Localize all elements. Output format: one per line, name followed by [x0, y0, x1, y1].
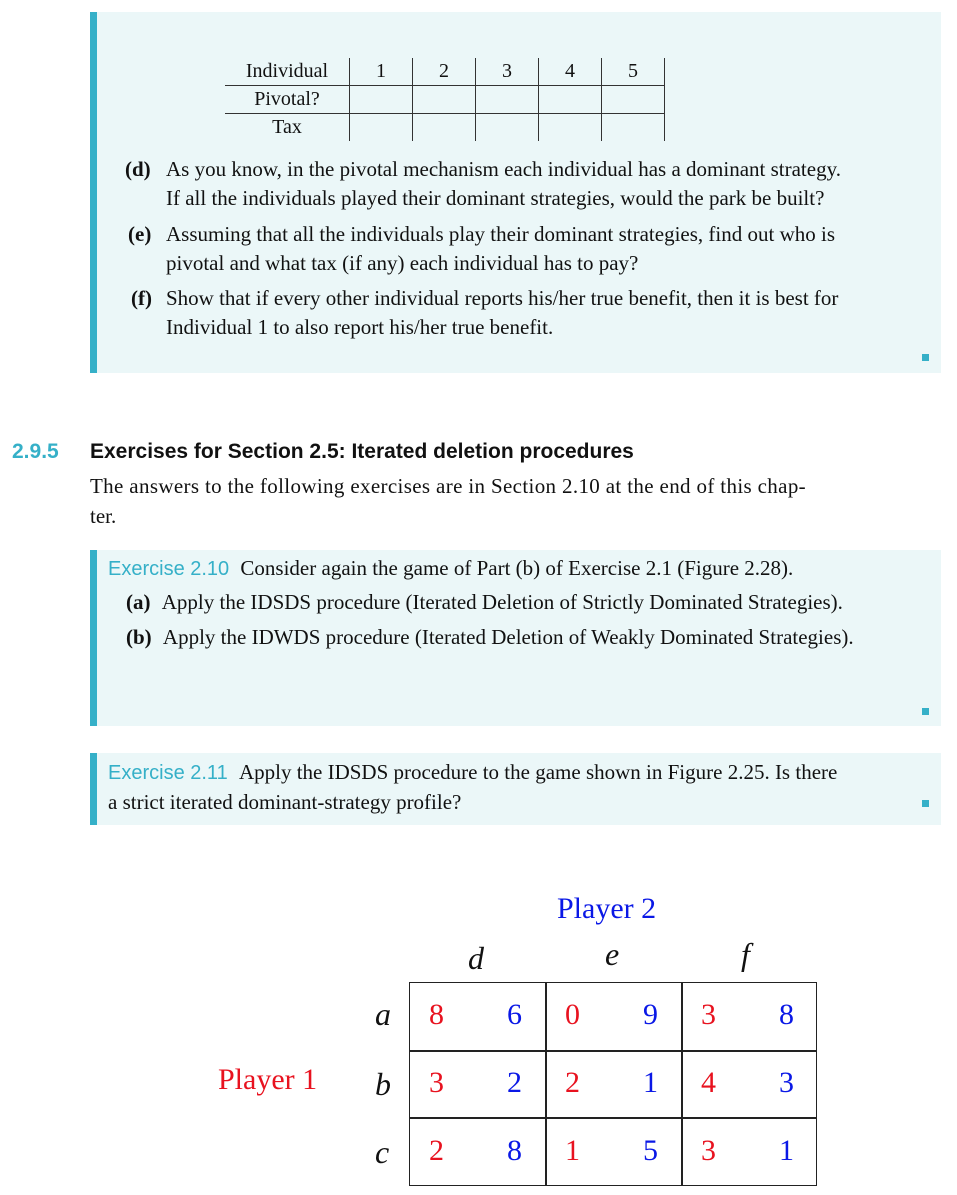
payoff-b-e-p1: 2: [565, 1066, 580, 1099]
table-col-1: 1: [350, 58, 413, 86]
item-label: (d): [125, 157, 151, 181]
item-label: (b): [126, 625, 152, 649]
table-cell: [413, 114, 476, 142]
table-header-label: Individual: [225, 58, 350, 86]
exercise-2-11-line2: a strict iterated dominant-strategy profile?: [108, 790, 462, 814]
payoff-c-d-p1: 2: [429, 1134, 444, 1167]
item-line: pivotal and what tax (if any) each individual has to pay?: [166, 251, 639, 275]
pivotal-table: [225, 58, 665, 141]
payoff-a-d-p2: 6: [507, 998, 522, 1031]
table-cell: [539, 114, 602, 142]
exercise-2-10-item-b: [126, 625, 854, 650]
table-cell: [602, 114, 665, 142]
table-row-pivotal: Pivotal?: [225, 86, 350, 114]
table-row-tax: Tax: [225, 114, 350, 142]
payoff-c-e-p2: 5: [643, 1134, 658, 1167]
row-strategy-c: c: [375, 1134, 390, 1170]
table-cell: [350, 114, 413, 142]
payoff-a-f-p2: 8: [779, 998, 794, 1031]
payoff-matrix: [409, 982, 817, 1186]
item-label: (a): [126, 590, 151, 614]
payoff-c-f-p2: 1: [779, 1134, 794, 1167]
row-strategy-b: b: [375, 1066, 391, 1102]
item-line: Individual 1 to also report his/her true benefit.: [166, 315, 554, 339]
col-strategy-d: d: [468, 940, 484, 976]
payoff-b-f-p2: 3: [779, 1066, 794, 1099]
table-col-5: 5: [602, 58, 665, 86]
item-line: If all the individuals played their dominant strategies, would the park be built?: [166, 186, 825, 210]
table-cell: [476, 114, 539, 142]
payoff-a-e-p1: 0: [565, 998, 580, 1031]
table-cell: [350, 86, 413, 114]
payoff-b-e-p2: 1: [643, 1066, 658, 1099]
player1-label: Player 1: [218, 1063, 318, 1096]
table-cell: [539, 86, 602, 114]
payoff-a-f-p1: 3: [701, 998, 716, 1031]
table-cell: [602, 86, 665, 114]
table-col-2: 2: [413, 58, 476, 86]
qed-square: [922, 800, 929, 807]
payoff-b-f-p1: 4: [701, 1066, 716, 1099]
payoff-c-e-p1: 1: [565, 1134, 580, 1167]
table-col-4: 4: [539, 58, 602, 86]
payoff-c-f-p1: 3: [701, 1134, 716, 1167]
col-strategy-e: e: [605, 936, 620, 972]
payoff-a-d-p1: 8: [429, 998, 444, 1031]
exercise-2-10-text: Consider again the game of Part (b) of Exercise 2.1 (Figure 2.28).: [240, 556, 794, 580]
item-line: Show that if every other individual reports his/her true benefit, then it is best for: [166, 286, 839, 310]
payoff-a-e-p2: 9: [643, 998, 658, 1031]
exercise-2-11-text: Apply the IDSDS procedure to the game shown in Figure 2.25. Is there: [238, 760, 838, 784]
payoff-b-d-p2: 2: [507, 1066, 522, 1099]
qed-square: [922, 708, 929, 715]
exercise-2-10-item-a: [126, 590, 843, 615]
exercise-2-11-line1: [108, 760, 837, 785]
item-line: Assuming that all the individuals play their dominant strategies, find out who is: [166, 222, 835, 246]
section-title: Exercises for Section 2.5: Iterated deletion procedures: [90, 440, 634, 463]
col-strategy-f: f: [741, 936, 750, 972]
item-label: (f): [131, 286, 152, 310]
table-col-3: 3: [476, 58, 539, 86]
exercise-2-11-title: Exercise 2.11: [108, 762, 228, 784]
item-text: Apply the IDSDS procedure (Iterated Deletion of Strictly Dominated Strategies).: [161, 590, 843, 614]
item-label: (e): [128, 222, 152, 246]
row-strategy-a: a: [375, 996, 391, 1032]
payoff-b-d-p1: 3: [429, 1066, 444, 1099]
section-number: 2.9.5: [12, 440, 59, 463]
exercise-2-10-header: [108, 556, 793, 581]
qed-square: [922, 354, 929, 361]
item-text: Apply the IDWDS procedure (Iterated Deletion of Weakly Dominated Strategies).: [162, 625, 854, 649]
table-cell: [413, 86, 476, 114]
table-cell: [476, 86, 539, 114]
item-line: As you know, in the pivotal mechanism each individual has a dominant strategy.: [166, 157, 841, 181]
player2-label: Player 2: [557, 892, 657, 925]
exercise-2-10-title: Exercise 2.10: [108, 558, 230, 580]
section-intro-line2: ter.: [90, 504, 117, 528]
section-intro-line1: The answers to the following exercises are in Section 2.10 at the end of this chap-: [90, 474, 807, 498]
payoff-c-d-p2: 8: [507, 1134, 522, 1167]
